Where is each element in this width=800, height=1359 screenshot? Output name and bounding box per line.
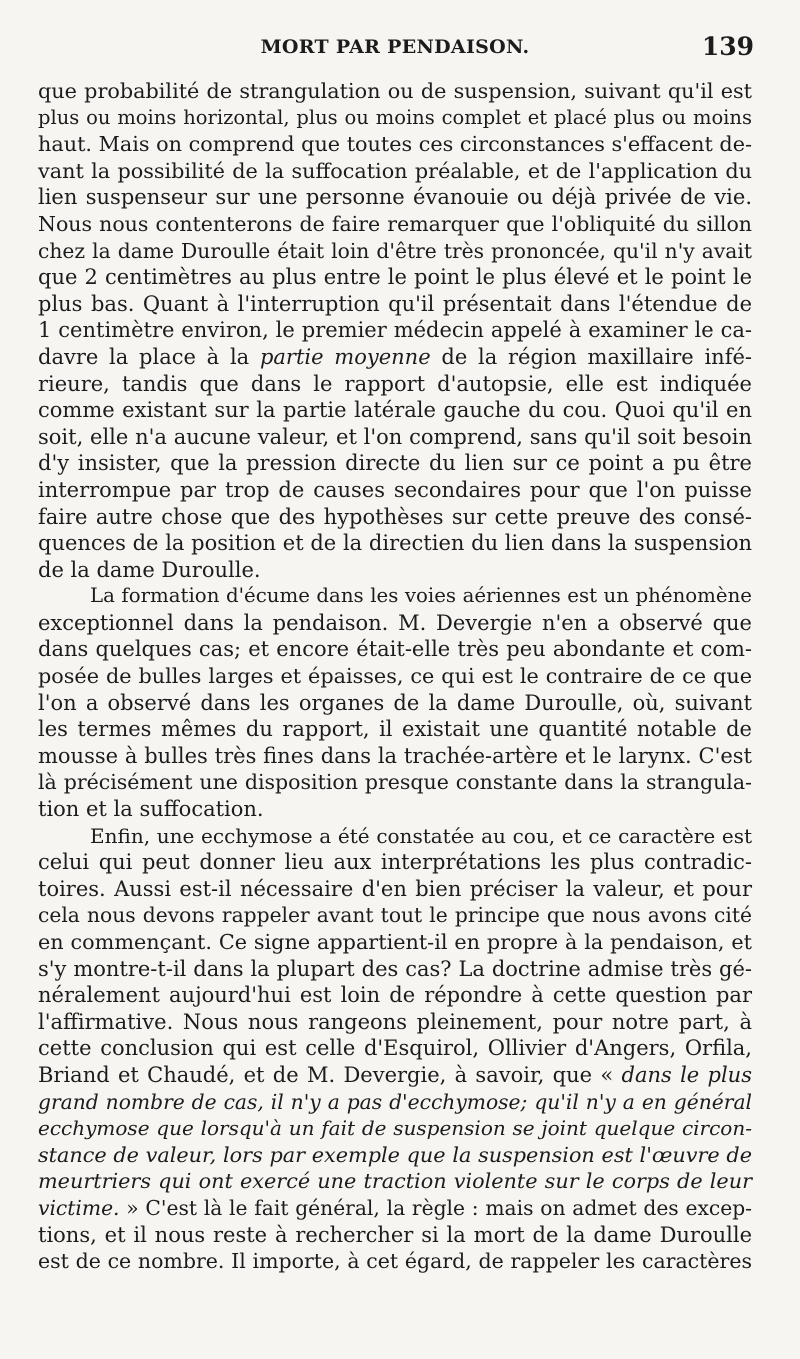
text-line: Briand et Chaudé, et de M. Devergie, à savoir, que « dans le plus — [38, 1062, 752, 1087]
text-line: s'y montre-t-il dans la plupart des cas? La doctrine admise très gé- — [38, 956, 752, 981]
text-line: dans quelques cas; et encore était-elle très peu abondante et com- — [38, 637, 752, 662]
text-line: stance de valeur, lors par exemple que la suspension est l'œuvre de — [38, 1142, 752, 1167]
text-line: 1 centimètre environ, le premier médecin appelé à examiner le ca- — [38, 318, 752, 343]
text-line: Nous nous contenterons de faire remarquer que l'obliquité du sillon — [38, 211, 752, 236]
text-line: vant la possibilité de la suffocation préalable, et de l'application du — [38, 158, 752, 183]
text-line: rieure, tandis que dans le rapport d'autopsie, elle est indiquée — [38, 371, 752, 396]
running-head-title: MORT PAR PENDAISON. — [260, 36, 530, 58]
text-line: comme existant sur la partie latérale gauche du cou. Quoi qu'il en — [38, 398, 752, 423]
text-line: faire autre chose que des hypothèses sur cette preuve des consé- — [38, 504, 752, 529]
text-line: grand nombre de cas, il n'y a pas d'ecchymose; qu'il n'y a en général — [38, 1089, 752, 1114]
text-line: là précisément une disposition presque constante dans la strangula- — [38, 770, 752, 795]
text-line: plus ou moins horizontal, plus ou moins complet et placé plus ou moins — [38, 105, 752, 129]
text-line: quences de la position et de la directien du lien dans la suspension — [38, 531, 752, 556]
running-head — [36, 30, 754, 64]
text-line: plus bas. Quant à l'interruption qu'il présentait dans l'étendue de — [38, 291, 752, 316]
text-line: exceptionnel dans la pendaison. M. Devergie n'en a observé que — [38, 610, 752, 635]
text-line: de la dame Duroulle. — [38, 557, 261, 582]
text-line: cela nous devons rappeler avant tout le principe que nous avons cité — [38, 903, 752, 928]
text-line: celui qui peut donner lieu aux interprétations les plus contradic- — [38, 850, 752, 875]
text-line: tions, et il nous reste à rechercher si la mort de la dame Duroulle — [38, 1222, 752, 1247]
page-number: 139 — [701, 32, 754, 61]
text-line: que 2 centimètres au plus entre le point le plus élevé et le point le — [38, 265, 752, 290]
text-line: les termes mêmes du rapport, il existait une quantité notable de — [38, 717, 752, 742]
text-line: posée de bulles larges et épaisses, ce qui est le contraire de ce que — [38, 664, 752, 689]
text-line: en commençant. Ce signe appartient-il en propre à la pendaison, et — [38, 930, 752, 954]
text-line: l'affirmative. Nous nous rangeons pleinement, pour notre part, à — [38, 1009, 752, 1034]
text-line: que probabilité de strangulation ou de suspension, suivant qu'il est — [38, 79, 752, 103]
text-line: toires. Aussi est-il nécessaire d'en bien préciser la valeur, et pour — [38, 876, 752, 901]
text-line: victime. » C'est là le fait général, la règle : mais on admet des excep- — [38, 1195, 752, 1220]
text-line: chez la dame Duroulle était loin d'être très prononcée, qu'il n'y avait — [38, 238, 752, 263]
text-line: davre la place à la partie moyenne de la région maxillaire infé- — [38, 344, 752, 369]
text-line: ecchymose que lorsqu'à un fait de suspension se joint quelque circon- — [38, 1116, 752, 1141]
text-line: d'y insister, que la pression directe du lien sur ce point a pu être — [38, 451, 752, 476]
body-text — [38, 78, 752, 1275]
text-line: cette conclusion qui est celle d'Esquirol, Ollivier d'Angers, Orfila, — [38, 1036, 752, 1061]
text-line: mousse à bulles très fines dans la trachée-artère et le larynx. C'est — [38, 743, 752, 768]
text-line: est de ce nombre. Il importe, à cet égard, de rappeler les caractères — [38, 1249, 752, 1274]
text-line: interrompue par trop de causes secondaires pour que l'on puisse — [38, 477, 752, 502]
text-line: meurtriers qui ont exercé une traction violente sur le corps de leur — [38, 1169, 752, 1194]
text-line: lien suspenseur sur une personne évanouie ou déjà privée de vie. — [38, 185, 752, 210]
text-line: néralement aujourd'hui est loin de répondre à cette question par — [38, 983, 752, 1008]
text-line: l'on a observé dans les organes de la dame Duroulle, où, suivant — [38, 690, 752, 715]
text-line: Enfin, une ecchymose a été constatée au cou, et ce caractère est — [90, 823, 752, 848]
text-line: tion et la suffocation. — [38, 797, 264, 822]
text-line: soit, elle n'a aucune valeur, et l'on comprend, sans qu'il soit besoin — [38, 424, 752, 449]
text-line: haut. Mais on comprend que toutes ces circonstances s'effacent de- — [38, 132, 752, 157]
text-line: La formation d'écume dans les voies aériennes est un phénomène — [90, 584, 752, 608]
